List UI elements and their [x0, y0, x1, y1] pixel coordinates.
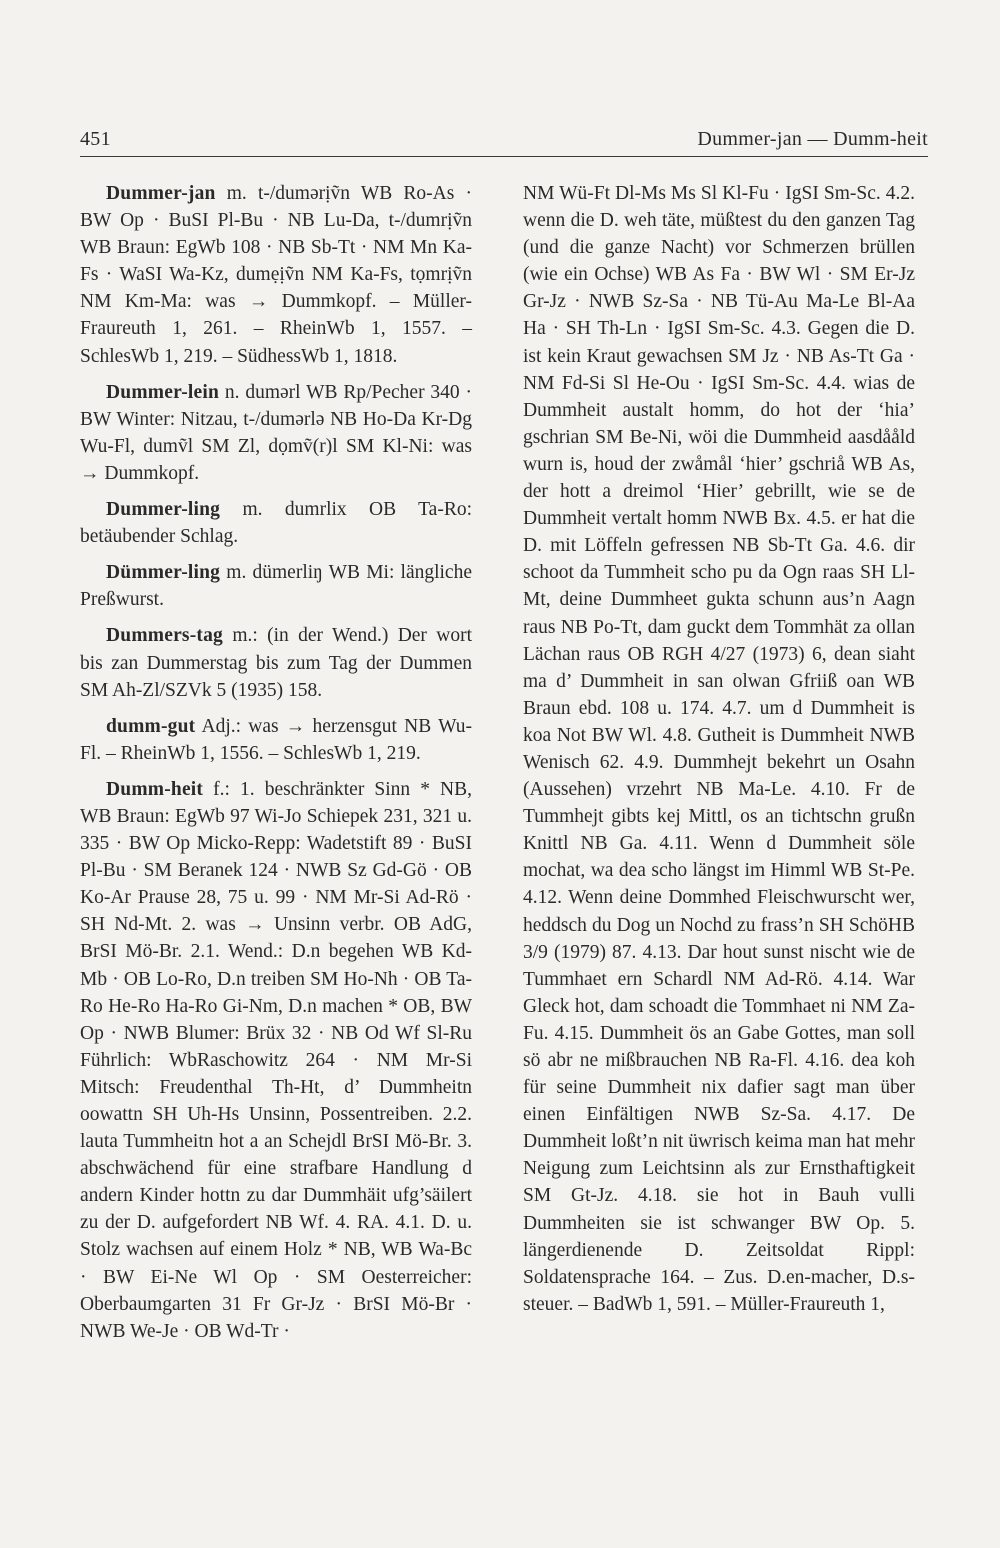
entry-headword: Dummers-tag — [106, 625, 224, 647]
entry-headword: Dummer-jan — [106, 183, 216, 204]
entry-headword: Dumm-heit — [106, 778, 204, 800]
entry — [80, 622, 472, 703]
running-header — [80, 128, 928, 151]
entry-headword: dumm-gut — [106, 715, 196, 737]
header-rule — [80, 156, 928, 157]
left-column — [80, 180, 472, 1354]
entry — [80, 713, 472, 767]
entry — [80, 379, 472, 487]
entry-headword: Dummer-lein — [106, 381, 220, 403]
entry-body: Adj.: was → herzensgut NB Wu-Fl. – RheinWb 1, 1556. – SchlesWb 1, 219. — [80, 715, 472, 764]
entry-body: m. dümerliŋ WB Mi: längliche Preßwurst. — [80, 562, 472, 611]
right-column — [523, 180, 915, 1318]
entry-body: n. dumərl WB Rp/Pecher 340 · BW Winter: Nitzau, t-/dumərlə NB Ho-Da Kr-Dg Wu-Fl, dumṽl SM Zl, dọmṽ(r)l SM Kl-Ni: was → Dummkopf. — [80, 381, 472, 484]
entry-headword: Dümmer-ling — [106, 562, 221, 584]
entry — [80, 496, 472, 550]
entry-body: m. dumrlix OB Ta-Ro: betäubender Schlag. — [80, 499, 472, 548]
entry-headword: Dummer-ling — [106, 499, 221, 521]
entry-body: m. t-/dumərịṽn WB Ro-As · BW Op · BuSI Pl-Bu · NB Lu-Da, t-/dumrịṽn WB Braun: EgWb 108 · NB Sb-Tt · NM Mn Ka-Fs · WaSI Wa-Kz, dumẹịṽn NM Ka-Fs, tọmrịṽn NM Km-Ma: was → Dummkopf. – Müller-Fraureuth 1, 261. – RheinWb 1, 1557. – SchlesWb 1, 219. – SüdhessWb 1, 1818. — [80, 183, 472, 367]
entry — [80, 776, 472, 1345]
entry — [80, 180, 472, 370]
entry — [80, 559, 472, 613]
running-title: Dummer-jan — Dumm-heit — [697, 128, 928, 150]
entry-body: f.: 1. beschränkter Sinn * NB, WB Braun: EgWb 97 Wi-Jo Schiepek 231, 321 u. 335 · BW Op Micko-Repp: Wadetstift 89 · BuSI Pl-Bu · SM Beranek 124 · NWB Sz Gd-Gö · OB Ko-Ar Prause 28, 75 u. 99 · NM Mr-Si Ad-Rö · SH Nd-Mt. 2. was → Unsinn verbr. OB AdG, BrSI Mö-Br. 2.1. Wend.: D.n begehen WB Kd-Mb · OB Lo-Ro, D.n treiben SM Ho-Nh · OB Ta-Ro He-Ro Ha-Ro Gi-Nm, D.n machen * OB, BW Op · NWB Blumer: Brüx 32 · NB Od Wf Sl-Ru Führlich: WbRaschowitz 264 · NM Mr-Si Mitsch: Freudenthal Th-Ht, d’ Dummheitn oowattn SH Uh-Hs Unsinn, Possentreiben. 2.2. lauta Tummheitn hot a an Schejdl BrSI Mö-Br. 3. abschwächend für eine strafbare Handlung d andern Kinder hottn zu dar Dummhäit ufg’säilert zu der D. aufgefordert NB Wf. 4. RA. 4.1. D. u. Stolz wachsen auf einem Holz * NB, WB Wa-Bc · BW Ei-Ne Wl Op · SM Oesterreicher: Oberbaumgarten 31 Fr Gr-Jz · BrSI Mö-Br · NWB We-Je · OB Wd-Tr · — [80, 778, 472, 1342]
entry-body: m.: (in der Wend.) Der wort bis zan Dummerstag bis zum Tag der Dummen SM Ah-Zl/SZVk 5 (1935) 158. — [80, 625, 472, 701]
page-number: 451 — [80, 128, 111, 150]
entry-continuation: NM Wü-Ft Dl-Ms Ms Sl Kl-Fu · IgSI Sm-Sc. 4.2. wenn die D. weh täte, müßtest du den ganzen Tag (und die ganze Nacht) vor Schmerzen brüllen (wie ein Ochse) WB As Fa · BW Wl · SM Er-Jz Gr-Jz · NWB Sz-Sa · NB Tü-Au Ma-Le Bl-Aa Ha · SH Th-Ln · IgSI Sm-Sc. 4.3. Gegen die D. ist kein Kraut gewachsen SM Jz · NB As-Tt Ga · NM Fd-Si Sl He-Ou · IgSI Sm-Sc. 4.4. wias de Dummheit austalt homm, do hot der ‘hia’ gschrian SM Be-Ni, wöi die Dummheid aasdååld wurn is, houd der zwåmål ‘hier’ gschriå WB As, der hott a dreimol ‘Hier’ gebrillt, wie se de Dummheit vertalt homm NWB Bx. 4.5. er hat die D. mit Löffeln gefressen NB Sb-Tt Ga. 4.6. dir schoot da Tummheit scho pu da Ogn raas SH Ll-Mt, deine Dummheet gukta schunn aus’n Aagn raus NB Po-Tt, dam guckt dem Tommhät za ollan Lächan raus OB RGH 4/27 (1973) 6, dean siaht ma d’ Dummheit in san olwan Gfriiß oan WB Braun ebd. 108 u. 174. 4.7. um d Dummheit is koa Not BW Wl. 4.8. Gutheit is Dummheit NWB Wenisch 62. 4.9. Dummhejt bekehrt un Osahn (Aussehen) vrzehrt NB Ma-Le. 4.10. Fr de Tummhejt gibts kej Mittl, os an tichtschn grußn Knittl NB Ga. 4.11. Wenn d Dummheit söle mochat, wa dea scho längst im Himml WB St-Pe. 4.12. Wenn deine Dommhed Fleischwurscht wer, heddsch du Dog un Nochd zu frass’n SH SchöHB 3/9 (1979) 87. 4.13. Dar hout sunst nischt wie de Tummhaet ern Schardl NM Ad-Rö. 4.14. War Gleck hot, dam schoadt die Tommhaet ni NM Za-Fu. 4.15. Dummheit ös an Gabe Gottes, man soll sö abr ne mißbrauchen NB Ra-Fl. 4.16. dea koh für seine Dummheit nix dafier sagt man über einen Einfältigen NWB Sz-Sa. 4.17. De Dummheit loßt’n nit üwrisch keima man hat mehr Neigung zum Leichtsinn als zur Ernsthaftigkeit SM Gt-Jz. 4.18. sie hot in Bauh vulli Dummheiten sie ist schwanger BW Op. 5. längerdienende D. Zeitsoldat Rippl: Soldatensprache 164. – Zus. D.en-macher, D.s-steuer. – BadWb 1, 591. – Müller-Fraureuth 1, — [523, 183, 915, 1315]
